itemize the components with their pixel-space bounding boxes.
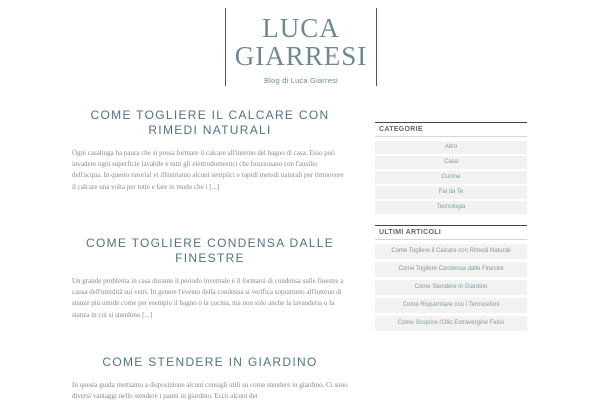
post-excerpt: Ogni casalinga ha paura che si possa formare il calcare all'interno del bagno di casa. Esso può invadere ogni superficie lavabile e tutti gli elettrodomestici che funzionano con l'ausilio dell'acqua. In questo tutorial vi illustriamo alcuni semplici e rapidi metodi naturali per rimuovere il calcare una volta per tutte e fare in modo che i [...] — [72, 149, 344, 191]
post-excerpt: In questa guida mettiamo a disposizione alcuni consigli utili su come stendere in giardino. Ci sono diversi vantaggi nello stendere i panni in giardino. Ecco alcuni dei — [72, 381, 348, 401]
site-title[interactable] — [226, 8, 376, 70]
category-item[interactable] — [375, 141, 527, 154]
category-item[interactable] — [375, 156, 527, 169]
recent-posts-widget — [375, 225, 527, 331]
site-header — [225, 8, 377, 86]
categories-widget-title: CATEGORIE — [375, 122, 527, 137]
recent-post-link[interactable]: Come Risparmiare con i Termosifoni — [402, 302, 500, 308]
category-link[interactable]: Casa — [443, 159, 458, 165]
recent-post-link[interactable]: Come Togliere il Calcare con Rimedi Naturali — [391, 248, 511, 254]
category-link[interactable]: Cucina — [441, 174, 461, 180]
recent-posts-widget-title: ULTIMI ARTICOLI — [375, 225, 527, 240]
sidebar — [375, 122, 527, 334]
categories-widget — [375, 122, 527, 214]
recent-post-item[interactable] — [375, 298, 527, 313]
site-title-link[interactable] — [235, 13, 368, 71]
recent-post-item[interactable] — [375, 262, 527, 277]
category-item[interactable] — [375, 186, 527, 199]
category-item[interactable] — [375, 201, 527, 214]
post-title[interactable] — [72, 236, 348, 266]
recent-post-link[interactable]: Come Stendere in Giardino — [414, 284, 488, 290]
post-title[interactable] — [72, 108, 348, 138]
category-link[interactable]: Tecnologia — [436, 204, 466, 210]
recent-posts-list — [375, 244, 527, 331]
post-title-link[interactable]: COME TOGLIERE CONDENSA DALLE FINESTRE — [85, 236, 335, 265]
categories-list — [375, 141, 527, 214]
category-item[interactable] — [375, 171, 527, 184]
post-card — [72, 355, 348, 402]
post-title[interactable] — [72, 355, 348, 370]
category-link[interactable]: Fai da Te — [438, 189, 464, 195]
post-card — [72, 108, 348, 193]
recent-post-item[interactable] — [375, 316, 527, 331]
recent-post-item[interactable] — [375, 244, 527, 259]
site-title-line1: LUCA — [262, 13, 340, 43]
category-link[interactable]: Altro — [444, 144, 458, 150]
post-card — [72, 236, 348, 321]
site-tagline: Blog di Luca Giarresi — [264, 76, 338, 85]
recent-post-item[interactable] — [375, 280, 527, 295]
recent-post-link[interactable]: Come Togliere Condensa dalle Finestre — [398, 266, 504, 272]
site-title-line2: GIARRESI — [234, 41, 368, 71]
recent-post-link[interactable]: Come Scoprire l'Olio Extravergine Falso — [397, 320, 505, 326]
post-title-link[interactable]: COME TOGLIERE IL CALCARE CON RIMEDI NATURALI — [90, 108, 330, 137]
post-title-link[interactable]: COME STENDERE IN GIARDINO — [102, 355, 318, 369]
post-excerpt: Un grande problema in casa durante il periodo invernale è il formarsi di condensa sulle finestre a causa dell'umidità sui vetri. In genere l'evento della condensa si verifica soprattutto all'interno di stanze più umide come per esempio il bagno o la cucina, ma non solo anche la lavanderia o la stanza in cui si stendono [...] — [72, 277, 344, 319]
